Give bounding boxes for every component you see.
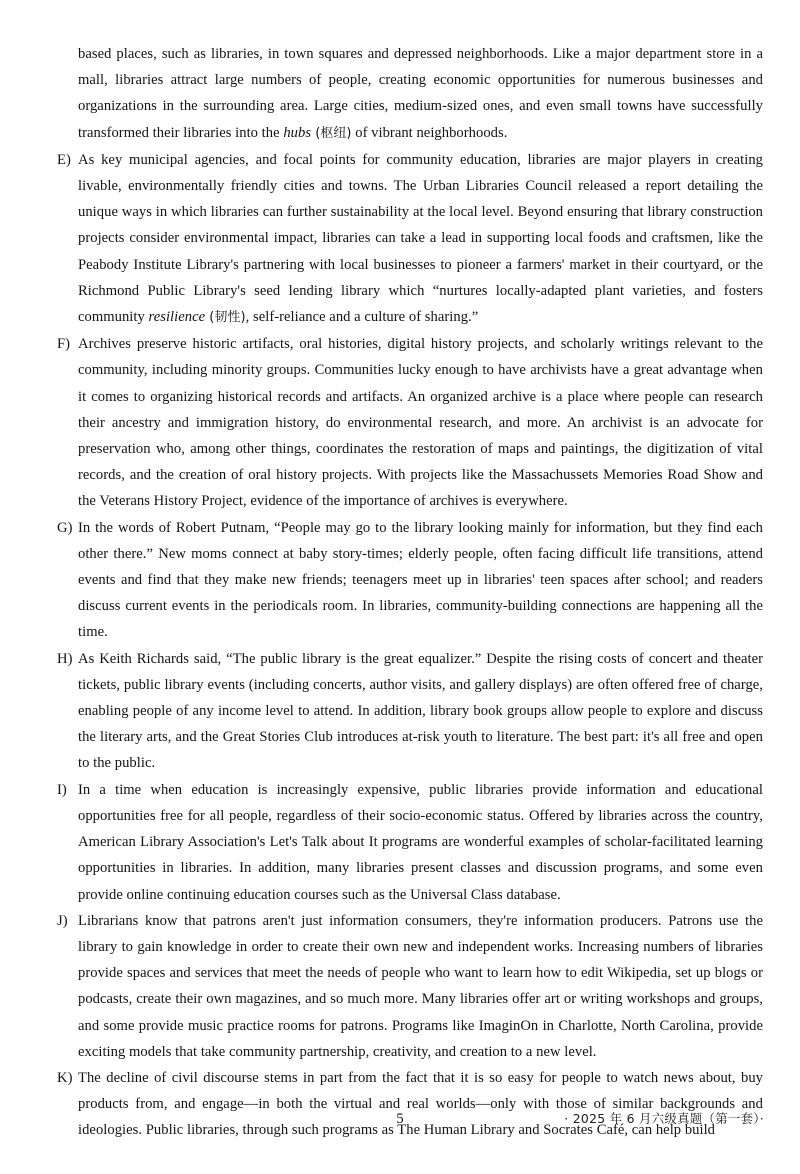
continuation-text-before-italic: based places, such as libraries, in town squares and depressed neighborhoods. Like a major department store in a mall, libraries attract large numbers of people, creating economic opportunities for numerous businesses and organizations in the surrounding area. Large cities, medium-sized ones, and even small towns have successfully transformed their libraries into the — [78, 46, 763, 141]
page-footer — [0, 1108, 800, 1138]
paragraph-g — [57, 515, 763, 646]
paragraph-e-text-before-italic: As key municipal agencies, and focal points for community education, libraries are major players in creating livable, environmentally friendly cities and towns. The Urban Libraries Council released a report detailing the unique ways in which libraries can further sustainability at the local level. Beyond ensuring that library construction projects consider environmental impact, libraries can take a lead in supporting local foods and craftsmen, like the Peabody Institute Library's partnering with local businesses to pioneer a farmers' market in their courtyard, or the Richmond Public Library's seed lending library which “nurtures locally-adapted plant varieties, and fosters community — [78, 151, 763, 326]
paragraph-e-gloss: (韧性) — [205, 310, 246, 326]
paragraph-i — [57, 777, 763, 908]
paragraph-marker-k: K) — [57, 1069, 73, 1086]
paragraph-marker-f: F) — [57, 336, 71, 353]
paragraph-f-text: Archives preserve historic artifacts, oral histories, digital history projects, and scholarly writings relevant to the community, including minority groups. Communities lucky enough to have archivists have a great advantage when it comes to organizing historical records and artifacts. An organized archive is a place where people can research their ancestry and immigration history, do environmental research, and more. An archivist is an advocate for preservation who, among other things, coordinates the restoration of maps and paintings, the digitization of vital records, and the creation of oral history projects. With projects like the Massachussets Memories Road Show and the Veterans History Project, evidence of the importance of archives is everywhere. — [78, 336, 763, 510]
continuation-italic-term: hubs — [283, 124, 312, 141]
paragraph-marker-h: H) — [57, 650, 73, 667]
footer-exam-note: · 2025 年 6 月六级真题（第一套）· — [564, 1111, 764, 1126]
page-body — [57, 41, 763, 1144]
paragraph-marker-g: G) — [57, 519, 73, 536]
paragraph-g-text: In the words of Robert Putnam, “People may go to the library looking mainly for information, but they find each other there.” New moms connect at baby story-times; elderly people, often facing difficult life transitions, attend events and find that they make new friends; teenagers meet up in libraries' teen spaces after school; and readers discuss current events in the periodicals room. In libraries, community-building connections are happening all the time. — [78, 519, 763, 641]
paragraph-k-text: The decline of civil discourse stems in part from the fact that it is so easy for people to watch news about, buy products from, and engage—in both the virtual and real worlds—only with those of similar backgrounds and ideologies. Public libraries, through such programs as The Human Library and Socrates Café, can help build — [78, 1069, 763, 1139]
paragraph-j — [57, 908, 763, 1065]
paragraph-marker-i: I) — [57, 781, 67, 798]
paragraph-marker-j: J) — [57, 912, 68, 929]
continuation-gloss: (枢纽) — [311, 125, 352, 141]
page-number: 5 — [396, 1111, 404, 1127]
paragraph-e — [57, 147, 763, 331]
paragraph-marker-e: E) — [57, 151, 71, 168]
paragraph-h-text: As Keith Richards said, “The public library is the great equalizer.” Despite the rising costs of concert and theater tickets, public library events (including concerts, author visits, and gallery displays) are often offered free of charge, enabling people of any income level to attend. In addition, library book groups allow people to explore and discuss the literary arts, and the Great Stories Club introduces at-risk youth to literature. The best part: it's all free and open to the public. — [78, 650, 763, 772]
paragraph-j-text: Librarians know that patrons aren't just information consumers, they're information producers. Patrons use the library to gain knowledge in order to create their own new and independent works. Increasing numbers of libraries provide spaces and services that meet the needs of people who want to learn how to edit Wikipedia, set up blogs or podcasts, create their own magazines, and so much more. Many libraries offer art or writing workshops and groups, and some provide music practice rooms for patrons. Programs like ImaginOn in Charlotte, North Carolina, provide exciting models that take community partnership, creativity, and creation to a new level. — [78, 912, 763, 1060]
paragraph-e-text-after-italic: , self-reliance and a culture of sharing.” — [245, 309, 479, 326]
paragraph-i-text: In a time when education is increasingly expensive, public libraries provide information and educational opportunities free for all people, regardless of their socio-economic status. Offered by libraries across the country, American Library Association's Let's Talk about It programs are wonderful examples of scholar-facilitated learning opportunities in libraries. In addition, many libraries present classes and discussion programs, and some even provide online continuing education courses such as the Universal Class database. — [78, 781, 763, 903]
continuation-text-after-italic: of vibrant neighborhoods. — [351, 124, 508, 141]
paragraph-e-italic-term: resilience — [148, 309, 206, 326]
continuation-paragraph — [78, 41, 763, 147]
paragraph-f — [57, 331, 763, 514]
paragraph-h — [57, 646, 763, 777]
